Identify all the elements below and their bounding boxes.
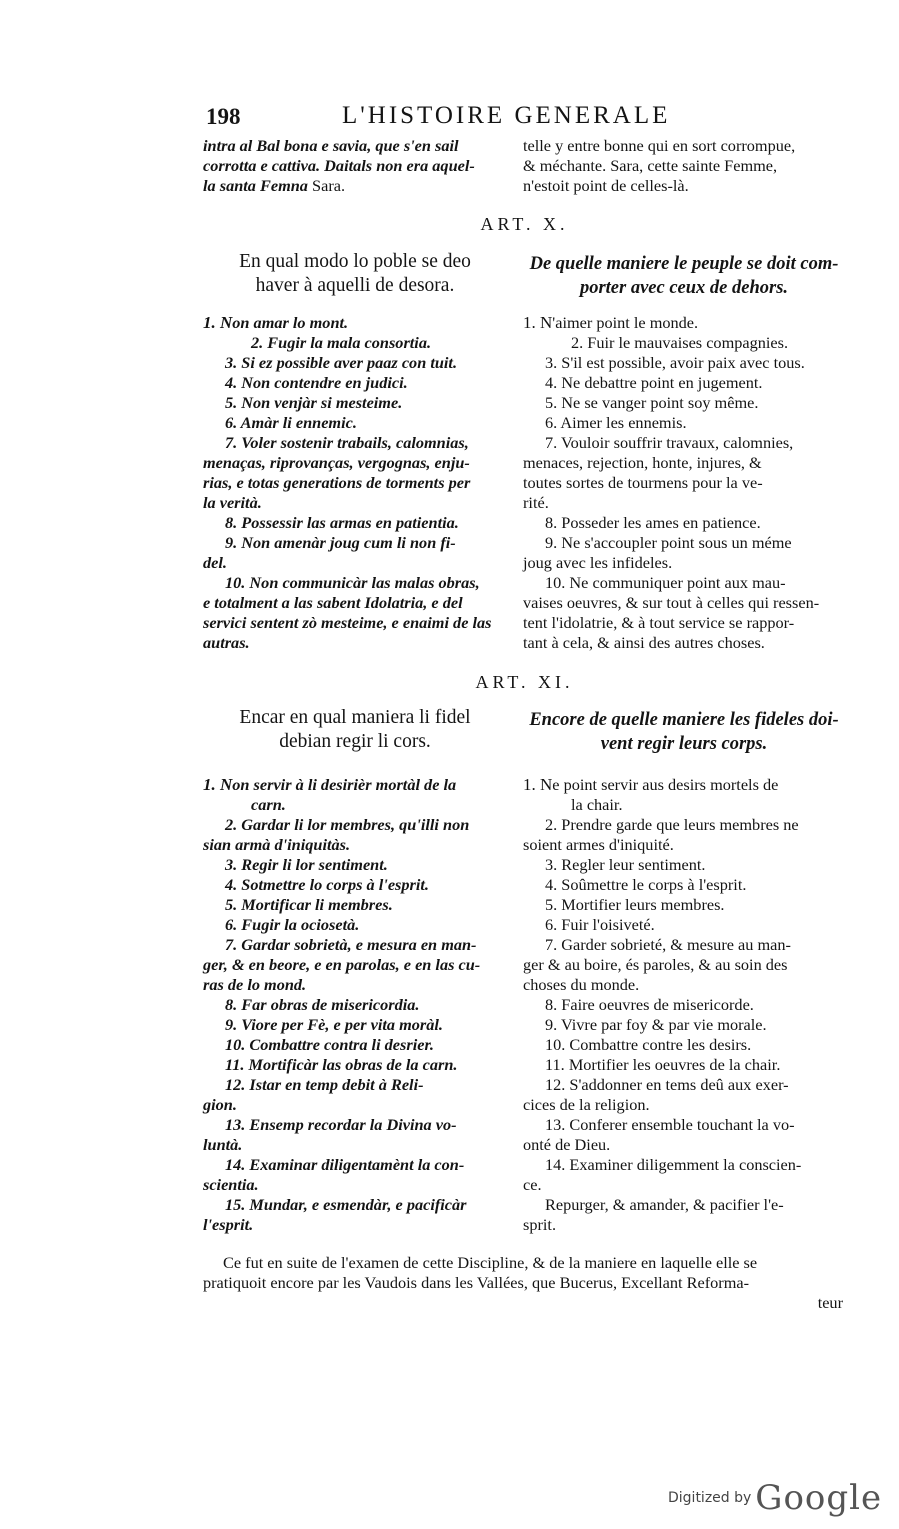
list-item: 3. Regler leur sentiment. [545,855,706,874]
list-item: 9. Viore per Fè, e per vita moràl. [225,1015,443,1034]
list-item: 6. Aimer les ennemis. [545,413,687,432]
article-x-right-list [523,313,846,653]
list-item: joug avec les infideles. [523,553,673,572]
intro-right [523,136,846,196]
list-item-number: 1. N [523,775,553,794]
list-item: sprit. [523,1215,557,1234]
list-item: 4. Sotmettre lo corps à l'esprit. [225,875,429,894]
intro-right-line: telle y entre bonne qui en sort corrompue, [523,136,796,155]
list-item: gion. [203,1095,237,1114]
article-title-right [520,708,848,756]
list-item-number: 1. N [523,313,553,332]
list-item: 7. Gardar sobrietà, e mesura en man- [225,935,477,954]
title-line: debian regir li cors. [279,731,431,752]
list-item: 5. Non venjàr si mesteime. [225,393,403,412]
list-item: 15. Mundar, e esmendàr, e pacificàr [225,1195,467,1214]
list-item: 8. Possessir las armas en patientia. [225,513,459,532]
title-line: vent regir leurs corps. [600,734,768,754]
list-item: 3. Regir li lor sentiment. [225,855,388,874]
intro-left-tail: Sara. [312,176,346,195]
list-item: 14. Examiner diligemment la conscien- [545,1155,802,1174]
list-item: 8. Faire oeuvres de misericorde. [545,995,754,1014]
list-item: 10. Non communicàr las malas obras, [225,573,480,592]
page-number: 198 [206,104,241,129]
article-xi-left-list [203,775,505,1235]
list-item: vaises oeuvres, & sur tout à celles qui ressen- [523,593,820,612]
list-item: sian armà d'iniquitàs. [203,835,351,854]
intro-left-line: intra al Bal bona e savia, que s'en sail [203,136,459,155]
list-item-number: 1. N [203,313,233,332]
list-item: 9. Non amenàr joug cum li non fi- [225,533,456,552]
list-item-number: 1. N [203,775,233,794]
list-item: 5. Mortifier leurs membres. [545,895,725,914]
list-item: 6. Fuir l'oisiveté. [545,915,655,934]
title-line: Encar en qual maniera li fidel [239,707,471,728]
article-title-left [205,250,505,298]
intro-left-line: corrotta e cattiva. Daitals non era aquel- [203,156,475,175]
list-item: 2. Prendre garde que leurs membres ne [545,815,799,834]
list-item: toutes sortes de tourmens pour la ve- [523,473,763,492]
list-item: 5. Mortificar li membres. [225,895,393,914]
list-item: choses du monde. [523,975,640,994]
paragraph-line: pratiquoit encore par les Vaudois dans les Vallées, que Bucerus, Excellant Reforma- [203,1273,750,1292]
article-xi-right-list [523,775,846,1235]
list-item: autras. [203,633,250,652]
list-item: 5. Ne se vanger point soy même. [545,393,759,412]
list-item: 13. Ensemp recordar la Divina vo- [225,1115,457,1134]
list-item: onté de Dieu. [523,1135,611,1154]
list-item: la verità. [203,493,262,512]
google-logo: Google [755,1478,883,1518]
list-item: Repurger, & amander, & pacifier l'e- [545,1195,784,1214]
list-item: luntà. [203,1135,243,1154]
article-heading: ART. X. [480,214,569,234]
list-item: e totalment a las sabent Idolatria, e del [203,593,463,612]
list-item: 4. Soûmettre le corps à l'esprit. [545,875,747,894]
running-title: L'HISTOIRE GENERALE [342,102,671,129]
page-header [202,102,842,132]
intro-left [203,136,505,196]
list-item: 4. Non contendre en judici. [225,373,408,392]
list-item: ger, & en beore, e en parolas, e en las cu- [203,955,481,974]
list-item: 10. Ne communiquer point aux mau- [545,573,786,592]
list-item: del. [203,553,227,572]
list-item: 9. Vivre par foy & par vie morale. [545,1015,767,1034]
list-item: menaças, riprovanças, vergognas, enju- [203,453,470,472]
list-item: ger & au boire, és paroles, & au soin des [523,955,788,974]
catchword: teur [817,1293,843,1312]
title-line: porter avec ceux de dehors. [579,278,789,298]
list-item: la chair. [571,795,623,814]
list-item: 6. Amàr li ennemic. [225,413,357,432]
list-item: on servir à li desirièr mortàl de la [232,775,457,794]
list-item: 7. Garder sobrieté, & mesure au man- [545,935,791,954]
article-x-left-list [203,313,505,653]
list-item: 2. Fugir la mala consortia. [251,333,432,352]
list-item: tant à cela, & ainsi des autres choses. [523,633,765,652]
article-title-right [520,252,848,300]
intro-right-line: & méchante. Sara, cette sainte Femme, [523,156,778,175]
list-item: 9. Ne s'accoupler point sous un méme [545,533,792,552]
list-item: 'aimer point le monde. [552,313,699,332]
digitization-watermark [668,1478,882,1518]
list-item: 2. Fuir le mauvaises compagnies. [571,333,789,352]
title-line: En qual modo lo poble se deo [239,251,471,272]
list-item: scientia. [203,1175,259,1194]
list-item: 8. Posseder les ames en patience. [545,513,761,532]
title-line: De quelle maniere le peuple se doit com- [529,254,839,274]
list-item: 2. Gardar li lor membres, qu'illi non [225,815,470,834]
list-item: menaces, rejection, honte, injures, & [523,453,762,472]
list-item: ce. [523,1175,542,1194]
list-item: carn. [251,795,286,814]
list-item: 7. Vouloir souffrir travaux, calomnies, [545,433,794,452]
list-item: 11. Mortifier les oeuvres de la chair. [545,1055,781,1074]
list-item: rité. [523,493,549,512]
intro-left-line: la santa Femna [203,176,308,195]
list-item: ras de lo mond. [203,975,307,994]
watermark-prefix: Digitized by [668,1490,752,1506]
closing-paragraph [203,1253,843,1313]
list-item: 12. Istar en temp debit à Reli- [225,1075,424,1094]
article-heading: ART. XI. [475,672,574,692]
title-line: Encore de quelle maniere les fideles doi- [529,710,839,730]
list-item: on amar lo mont. [232,313,349,332]
list-item: tent l'idolatrie, & à tout service se rappor- [523,613,795,632]
list-item: 13. Conferer ensemble touchant la vo- [545,1115,795,1134]
list-item: 3. Si ez possible aver paaz con tuit. [225,353,458,372]
list-item: 4. Ne debattre point en jugement. [545,373,763,392]
list-item: 10. Combattre contre les desirs. [545,1035,752,1054]
title-line: haver à aquelli de desora. [255,275,455,296]
list-item: 14. Examinar diligentamènt la con- [225,1155,465,1174]
list-item: soient armes d'iniquité. [523,835,674,854]
list-item: 8. Far obras de misericordia. [225,995,420,1014]
list-item: 3. S'il est possible, avoir paix avec tous. [545,353,805,372]
article-title-left [205,706,505,754]
paragraph-line: Ce fut en suite de l'examen de cette Discipline, & de la maniere en laquelle elle se [223,1253,758,1272]
list-item: cices de la religion. [523,1095,650,1114]
list-item: servici sentent zò mesteime, e enaimi de las [203,613,492,632]
list-item: 11. Mortificàr las obras de la carn. [225,1055,458,1074]
list-item: 7. Voler sostenir trabails, calomnias, [225,433,469,452]
list-item: e point servir aus desirs mortels de [552,775,779,794]
list-item: l'esprit. [203,1215,254,1234]
list-item: 12. S'addonner en tems deû aux exer- [545,1075,789,1094]
list-item: rias, e totas generations de torments per [203,473,471,492]
intro-right-line: n'estoit point de celles-là. [523,176,689,195]
list-item: 10. Combattre contra li desrier. [225,1035,434,1054]
list-item: 6. Fugir la ociosetà. [225,915,360,934]
